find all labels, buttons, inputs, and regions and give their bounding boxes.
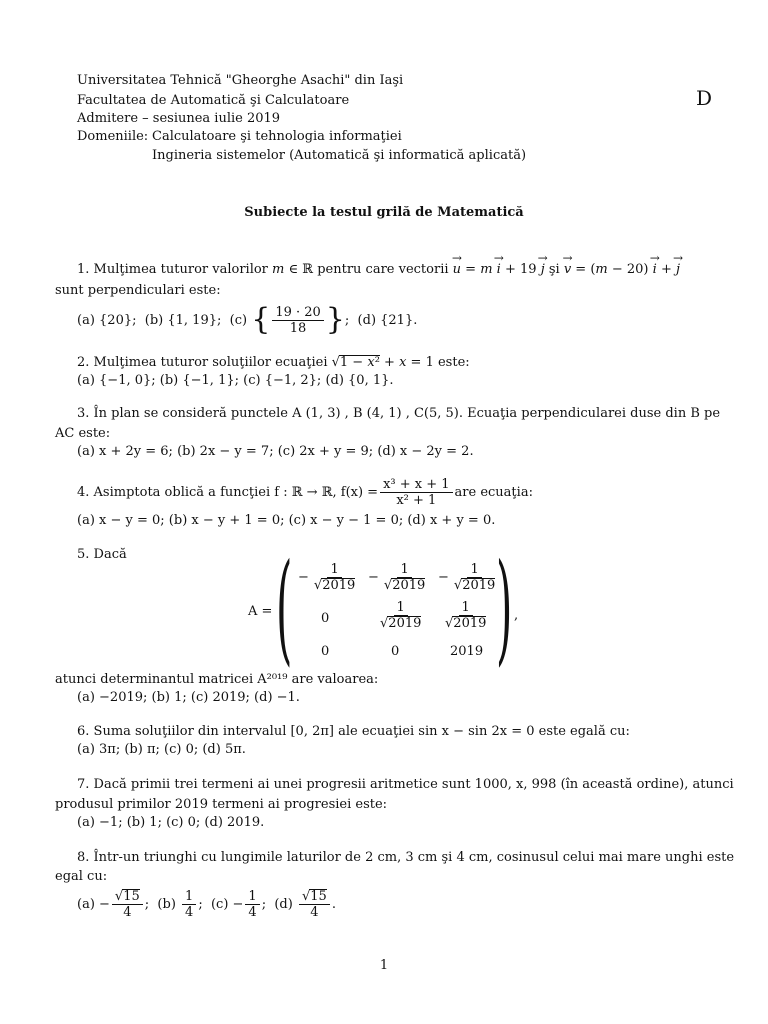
page-number: 1 [379, 958, 389, 973]
header-domain-1: Calculatoare şi tehnologia informaţiei [152, 129, 402, 144]
matrix-cell-13: − $\frac{1}{√2019}$ [438, 562, 496, 593]
variant-letter: D [696, 86, 713, 110]
question-5-stem-2: atunci determinantul matricei A²⁰¹⁹ are valoarea: [55, 672, 379, 687]
question-7-stem: 7. Dacă primii trei termeni ai unei progresii aritmetice sunt 1000, x, 998 (în această ordine), atunci [77, 777, 734, 792]
question-3-stem-2: AC este: [55, 426, 111, 441]
question-1-stem: 1. Mulţimea tuturor valorilor m ∈ ℝ pentru care vectorii → u = m → i + 19 → j şi → v = (m − 20) → i + → j [77, 262, 680, 277]
matrix-label: A = [248, 604, 273, 619]
question-4-answers: (a) x − y = 0; (b) x − y + 1 = 0; (c) x − y − 1 = 0; (d) x + y = 0. [77, 513, 496, 528]
matrix-cell-22: $\frac{1}{√2019}$ [380, 600, 422, 631]
matrix-cell-21: 0 [321, 611, 330, 626]
matrix-cell-23: $\frac{1}{√2019}$ [445, 600, 487, 631]
question-6-answers: (a) 3π; (b) π; (c) 0; (d) 5π. [77, 742, 246, 757]
question-1-stem-end: sunt perpendiculari este: [55, 283, 221, 298]
matrix-right-paren: ) [496, 539, 513, 678]
question-2-stem: 2. Mulţimea tuturor soluţiilor ecuaţiei √1 − x² + x = 1 este: [77, 355, 470, 370]
question-7-answers: (a) −1; (b) 1; (c) 0; (d) 2019. [77, 815, 265, 830]
question-2-answers: (a) {−1, 0}; (b) {−1, 1}; (c) {−1, 2}; (d) {0, 1}. [77, 373, 394, 388]
header-domains-label: Domeniile: [77, 129, 149, 144]
matrix-cell-33: 2019 [450, 644, 484, 659]
question-4-stem: 4. Asimptota oblică a funcţiei f : ℝ → ℝ, f(x) = $\frac{\text{x³ + x + 1}}{\text{x² + 1}}$ are ecuaţia: [77, 477, 533, 508]
header-domain-2: Ingineria sistemelor (Automatică şi informatică aplicată) [152, 148, 527, 163]
question-6-stem: 6. Suma soluţiilor din intervalul [0, 2π] ale ecuaţiei sin x − sin 2x = 0 este egală cu: [77, 724, 630, 739]
matrix-cell-11: − $\frac{1}{√2019}$ [298, 562, 356, 593]
question-5-stem: 5. Dacă [77, 547, 127, 562]
question-8-answers: (a) − $\frac{√15}{4}$ ; (b) $\frac{1}{4}$ ; (c) − $\frac{1}{4}$ ; (d) $\frac{√15}{4}$ . [77, 888, 336, 920]
question-5-answers: (a) −2019; (b) 1; (c) 2019; (d) −1. [77, 690, 300, 705]
header-faculty: Facultatea de Automatică şi Calculatoare [77, 93, 350, 108]
question-8-stem: 8. Într-un triunghi cu lungimile laturilor de 2 cm, 3 cm şi 4 cm, cosinusul celui mai mare unghi este [77, 850, 735, 865]
question-7-stem-2: produsul primilor 2019 termeni ai progresiei este: [55, 797, 388, 812]
matrix-cell-32: 0 [391, 644, 400, 659]
matrix-cell-31: 0 [321, 644, 330, 659]
matrix-left-paren: ( [276, 539, 293, 678]
question-3-stem: 3. În plan se consideră punctele A (1, 3) , B (4, 1) , C(5, 5). Ecuaţia perpendicularei duse din B pe [77, 406, 721, 421]
question-3-answers: (a) x + 2y = 6; (b) 2x − y = 7; (c) 2x + y = 9; (d) x − 2y = 2. [77, 444, 474, 459]
question-8-stem-2: egal cu: [55, 869, 108, 884]
matrix-comma: , [514, 608, 519, 623]
page-title: Subiecte la testul grilă de Matematică [244, 205, 524, 220]
header-session: Admitere – sesiunea iulie 2019 [77, 111, 281, 126]
matrix-cell-12: − $\frac{1}{√2019}$ [368, 562, 426, 593]
question-1-answers: (a) {20}; (b) {1, 19}; (c) { $\frac{19 \cdot 20}{18}$ } ; (d) {21}. [77, 302, 418, 337]
header-university: Universitatea Tehnică "Gheorghe Asachi" din Iaşi [77, 73, 404, 88]
